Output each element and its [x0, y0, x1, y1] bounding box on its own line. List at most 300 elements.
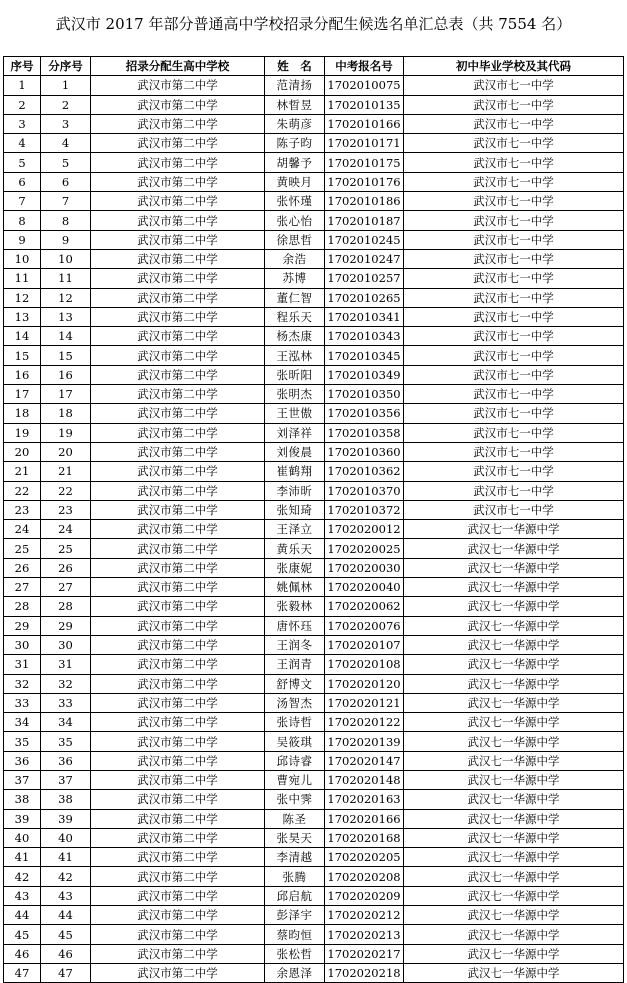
table-row: [4, 616, 624, 635]
cell-sub-index: 1: [41, 76, 91, 95]
cell-middle-school: 武汉市七一中学: [404, 211, 624, 230]
cell-exam-number: 1702010187: [325, 211, 404, 230]
cell-exam-number: 1702020166: [325, 809, 404, 828]
cell-index: 29: [4, 616, 41, 635]
table-row: [4, 307, 624, 326]
cell-index: 19: [4, 423, 41, 442]
cell-sub-index: 36: [41, 751, 91, 770]
cell-student-name: 舒博文: [265, 674, 325, 693]
cell-middle-school: 武汉七一华源中学: [404, 520, 624, 539]
cell-sub-index: 9: [41, 230, 91, 249]
cell-index: 44: [4, 906, 41, 925]
cell-exam-number: 1702010176: [325, 172, 404, 191]
document-title: 武汉市 2017 年部分普通高中学校招录分配生候选名单汇总表（共 7554 名）: [55, 15, 572, 33]
table-row: [4, 172, 624, 191]
cell-student-name: 李沛昕: [265, 481, 325, 500]
cell-exam-number: 1702020209: [325, 886, 404, 905]
cell-index: 24: [4, 520, 41, 539]
cell-admitting-school: 武汉市第二中学: [91, 307, 265, 326]
table-row: [4, 886, 624, 905]
cell-admitting-school: 武汉市第二中学: [91, 172, 265, 191]
cell-middle-school: 武汉市七一中学: [404, 404, 624, 423]
cell-index: 9: [4, 230, 41, 249]
table-row: [4, 365, 624, 384]
cell-student-name: 杨杰康: [265, 327, 325, 346]
table-row: [4, 462, 624, 481]
cell-sub-index: 47: [41, 963, 91, 982]
cell-sub-index: 14: [41, 327, 91, 346]
cell-admitting-school: 武汉市第二中学: [91, 134, 265, 153]
cell-sub-index: 28: [41, 597, 91, 616]
cell-index: 20: [4, 442, 41, 461]
cell-index: 43: [4, 886, 41, 905]
cell-exam-number: 1702010257: [325, 269, 404, 288]
cell-admitting-school: 武汉市第二中学: [91, 732, 265, 751]
table-header-row: [4, 57, 624, 76]
cell-student-name: 刘泽祥: [265, 423, 325, 442]
cell-middle-school: 武汉市七一中学: [404, 134, 624, 153]
cell-middle-school: 武汉市七一中学: [404, 249, 624, 268]
cell-student-name: 王润青: [265, 655, 325, 674]
cell-admitting-school: 武汉市第二中学: [91, 963, 265, 982]
cell-middle-school: 武汉七一华源中学: [404, 597, 624, 616]
table-row: [4, 442, 624, 461]
cell-exam-number: 1702020168: [325, 828, 404, 847]
cell-exam-number: 1702010135: [325, 95, 404, 114]
cell-admitting-school: 武汉市第二中学: [91, 230, 265, 249]
cell-sub-index: 35: [41, 732, 91, 751]
cell-student-name: 张毅林: [265, 597, 325, 616]
cell-admitting-school: 武汉市第二中学: [91, 153, 265, 172]
cell-student-name: 张中霁: [265, 790, 325, 809]
cell-admitting-school: 武汉市第二中学: [91, 249, 265, 268]
cell-middle-school: 武汉七一华源中学: [404, 693, 624, 712]
cell-admitting-school: 武汉市第二中学: [91, 539, 265, 558]
cell-index: 38: [4, 790, 41, 809]
header-middle-school: 初中毕业学校及其代码: [404, 57, 624, 76]
cell-index: 3: [4, 114, 41, 133]
cell-middle-school: 武汉市七一中学: [404, 230, 624, 249]
cell-sub-index: 19: [41, 423, 91, 442]
table-row: [4, 751, 624, 770]
cell-exam-number: 1702010075: [325, 76, 404, 95]
cell-index: 33: [4, 693, 41, 712]
cell-middle-school: 武汉七一华源中学: [404, 944, 624, 963]
cell-admitting-school: 武汉市第二中学: [91, 944, 265, 963]
cell-index: 4: [4, 134, 41, 153]
cell-index: 11: [4, 269, 41, 288]
cell-middle-school: 武汉七一华源中学: [404, 886, 624, 905]
cell-sub-index: 38: [41, 790, 91, 809]
cell-student-name: 张昕阳: [265, 365, 325, 384]
table-row: [4, 423, 624, 442]
header-admitting-school: 招录分配生高中学校: [91, 57, 265, 76]
cell-exam-number: 1702020208: [325, 867, 404, 886]
cell-student-name: 汤智杰: [265, 693, 325, 712]
cell-admitting-school: 武汉市第二中学: [91, 500, 265, 519]
cell-middle-school: 武汉七一华源中学: [404, 732, 624, 751]
cell-admitting-school: 武汉市第二中学: [91, 655, 265, 674]
cell-exam-number: 1702010171: [325, 134, 404, 153]
cell-exam-number: 1702020122: [325, 713, 404, 732]
table-row: [4, 635, 624, 654]
cell-sub-index: 21: [41, 462, 91, 481]
cell-index: 46: [4, 944, 41, 963]
cell-admitting-school: 武汉市第二中学: [91, 790, 265, 809]
cell-sub-index: 41: [41, 848, 91, 867]
header-sub-index: 分序号: [41, 57, 91, 76]
table-row: [4, 578, 624, 597]
cell-sub-index: 33: [41, 693, 91, 712]
cell-exam-number: 1702010360: [325, 442, 404, 461]
table-row: [4, 520, 624, 539]
cell-exam-number: 1702010345: [325, 346, 404, 365]
cell-admitting-school: 武汉市第二中学: [91, 693, 265, 712]
table-row: [4, 809, 624, 828]
cell-exam-number: 1702010370: [325, 481, 404, 500]
cell-admitting-school: 武汉市第二中学: [91, 288, 265, 307]
cell-admitting-school: 武汉市第二中学: [91, 423, 265, 442]
cell-middle-school: 武汉七一华源中学: [404, 655, 624, 674]
table-row: [4, 539, 624, 558]
table-row: [4, 655, 624, 674]
cell-admitting-school: 武汉市第二中学: [91, 211, 265, 230]
cell-middle-school: 武汉市七一中学: [404, 500, 624, 519]
cell-middle-school: 武汉七一华源中学: [404, 539, 624, 558]
cell-student-name: 王泓林: [265, 346, 325, 365]
cell-admitting-school: 武汉市第二中学: [91, 751, 265, 770]
cell-middle-school: 武汉七一华源中学: [404, 558, 624, 577]
cell-index: 6: [4, 172, 41, 191]
cell-student-name: 余恩泽: [265, 963, 325, 982]
cell-student-name: 黄乐天: [265, 539, 325, 558]
cell-admitting-school: 武汉市第二中学: [91, 269, 265, 288]
cell-exam-number: 1702020217: [325, 944, 404, 963]
table-row: [4, 288, 624, 307]
cell-sub-index: 43: [41, 886, 91, 905]
cell-student-name: 程乐天: [265, 307, 325, 326]
table-body: [4, 76, 624, 983]
cell-middle-school: 武汉市七一中学: [404, 327, 624, 346]
table-row: [4, 558, 624, 577]
cell-sub-index: 7: [41, 192, 91, 211]
cell-admitting-school: 武汉市第二中学: [91, 867, 265, 886]
cell-middle-school: 武汉市七一中学: [404, 76, 624, 95]
cell-index: 26: [4, 558, 41, 577]
cell-middle-school: 武汉七一华源中学: [404, 770, 624, 789]
cell-student-name: 朱萌彦: [265, 114, 325, 133]
cell-student-name: 黄映月: [265, 172, 325, 191]
table-row: [4, 346, 624, 365]
cell-admitting-school: 武汉市第二中学: [91, 597, 265, 616]
cell-exam-number: 1702010356: [325, 404, 404, 423]
cell-index: 7: [4, 192, 41, 211]
cell-index: 22: [4, 481, 41, 500]
cell-index: 16: [4, 365, 41, 384]
cell-student-name: 苏博: [265, 269, 325, 288]
cell-student-name: 刘俊晨: [265, 442, 325, 461]
cell-middle-school: 武汉市七一中学: [404, 172, 624, 191]
cell-exam-number: 1702010341: [325, 307, 404, 326]
cell-sub-index: 34: [41, 713, 91, 732]
cell-middle-school: 武汉七一华源中学: [404, 674, 624, 693]
table-row: [4, 114, 624, 133]
cell-middle-school: 武汉七一华源中学: [404, 809, 624, 828]
cell-index: 36: [4, 751, 41, 770]
cell-index: 47: [4, 963, 41, 982]
cell-index: 39: [4, 809, 41, 828]
cell-index: 14: [4, 327, 41, 346]
cell-exam-number: 1702020107: [325, 635, 404, 654]
cell-exam-number: 1702010358: [325, 423, 404, 442]
cell-exam-number: 1702010372: [325, 500, 404, 519]
table-row: [4, 963, 624, 982]
cell-admitting-school: 武汉市第二中学: [91, 848, 265, 867]
cell-sub-index: 5: [41, 153, 91, 172]
cell-exam-number: 1702010265: [325, 288, 404, 307]
cell-middle-school: 武汉市七一中学: [404, 346, 624, 365]
cell-sub-index: 12: [41, 288, 91, 307]
cell-sub-index: 13: [41, 307, 91, 326]
cell-sub-index: 17: [41, 385, 91, 404]
cell-admitting-school: 武汉市第二中学: [91, 578, 265, 597]
cell-middle-school: 武汉七一华源中学: [404, 578, 624, 597]
cell-sub-index: 44: [41, 906, 91, 925]
cell-sub-index: 4: [41, 134, 91, 153]
cell-index: 28: [4, 597, 41, 616]
cell-index: 10: [4, 249, 41, 268]
table-row: [4, 693, 624, 712]
cell-student-name: 陈子昀: [265, 134, 325, 153]
cell-exam-number: 1702020062: [325, 597, 404, 616]
cell-index: 34: [4, 713, 41, 732]
cell-index: 41: [4, 848, 41, 867]
cell-middle-school: 武汉七一华源中学: [404, 963, 624, 982]
cell-student-name: 王世傲: [265, 404, 325, 423]
cell-sub-index: 27: [41, 578, 91, 597]
cell-exam-number: 1702020213: [325, 925, 404, 944]
cell-student-name: 崔鹤翔: [265, 462, 325, 481]
cell-admitting-school: 武汉市第二中学: [91, 346, 265, 365]
cell-sub-index: 11: [41, 269, 91, 288]
cell-student-name: 王润冬: [265, 635, 325, 654]
cell-middle-school: 武汉七一华源中学: [404, 635, 624, 654]
cell-admitting-school: 武汉市第二中学: [91, 76, 265, 95]
cell-student-name: 姚佩林: [265, 578, 325, 597]
cell-admitting-school: 武汉市第二中学: [91, 713, 265, 732]
cell-student-name: 徐思哲: [265, 230, 325, 249]
header-index: 序号: [4, 57, 41, 76]
cell-student-name: 曹宛儿: [265, 770, 325, 789]
cell-student-name: 范清扬: [265, 76, 325, 95]
cell-index: 27: [4, 578, 41, 597]
cell-index: 23: [4, 500, 41, 519]
cell-admitting-school: 武汉市第二中学: [91, 770, 265, 789]
cell-exam-number: 1702020147: [325, 751, 404, 770]
cell-middle-school: 武汉七一华源中学: [404, 867, 624, 886]
cell-student-name: 余浩: [265, 249, 325, 268]
cell-middle-school: 武汉七一华源中学: [404, 751, 624, 770]
table-row: [4, 249, 624, 268]
table-row: [4, 385, 624, 404]
cell-index: 1: [4, 76, 41, 95]
cell-student-name: 邱诗睿: [265, 751, 325, 770]
cell-sub-index: 6: [41, 172, 91, 191]
cell-middle-school: 武汉市七一中学: [404, 114, 624, 133]
cell-index: 12: [4, 288, 41, 307]
cell-middle-school: 武汉市七一中学: [404, 288, 624, 307]
table-row: [4, 925, 624, 944]
cell-sub-index: 15: [41, 346, 91, 365]
cell-sub-index: 45: [41, 925, 91, 944]
cell-index: 2: [4, 95, 41, 114]
cell-index: 18: [4, 404, 41, 423]
table-row: [4, 848, 624, 867]
cell-student-name: 胡馨予: [265, 153, 325, 172]
table-row: [4, 230, 624, 249]
table-row: [4, 327, 624, 346]
table-row: [4, 153, 624, 172]
cell-student-name: 李清越: [265, 848, 325, 867]
cell-middle-school: 武汉七一华源中学: [404, 790, 624, 809]
cell-admitting-school: 武汉市第二中学: [91, 635, 265, 654]
cell-sub-index: 2: [41, 95, 91, 114]
cell-index: 35: [4, 732, 41, 751]
cell-sub-index: 26: [41, 558, 91, 577]
table-row: [4, 944, 624, 963]
header-exam-number: 中考报名号: [325, 57, 404, 76]
cell-admitting-school: 武汉市第二中学: [91, 809, 265, 828]
cell-exam-number: 1702020120: [325, 674, 404, 693]
cell-index: 15: [4, 346, 41, 365]
table-row: [4, 867, 624, 886]
cell-sub-index: 29: [41, 616, 91, 635]
cell-exam-number: 1702020030: [325, 558, 404, 577]
cell-admitting-school: 武汉市第二中学: [91, 95, 265, 114]
cell-sub-index: 20: [41, 442, 91, 461]
cell-exam-number: 1702020040: [325, 578, 404, 597]
cell-sub-index: 25: [41, 539, 91, 558]
cell-sub-index: 22: [41, 481, 91, 500]
cell-middle-school: 武汉七一华源中学: [404, 925, 624, 944]
cell-middle-school: 武汉七一华源中学: [404, 828, 624, 847]
table-row: [4, 134, 624, 153]
cell-middle-school: 武汉市七一中学: [404, 442, 624, 461]
cell-sub-index: 18: [41, 404, 91, 423]
cell-admitting-school: 武汉市第二中学: [91, 365, 265, 384]
cell-sub-index: 10: [41, 249, 91, 268]
cell-student-name: 张松哲: [265, 944, 325, 963]
cell-middle-school: 武汉市七一中学: [404, 95, 624, 114]
cell-exam-number: 1702020163: [325, 790, 404, 809]
cell-admitting-school: 武汉市第二中学: [91, 404, 265, 423]
table-row: [4, 674, 624, 693]
cell-sub-index: 16: [41, 365, 91, 384]
cell-index: 31: [4, 655, 41, 674]
table-row: [4, 76, 624, 95]
cell-middle-school: 武汉市七一中学: [404, 462, 624, 481]
cell-index: 21: [4, 462, 41, 481]
cell-exam-number: 1702020218: [325, 963, 404, 982]
cell-exam-number: 1702020212: [325, 906, 404, 925]
cell-middle-school: 武汉市七一中学: [404, 192, 624, 211]
cell-sub-index: 24: [41, 520, 91, 539]
table-row: [4, 404, 624, 423]
cell-admitting-school: 武汉市第二中学: [91, 886, 265, 905]
cell-exam-number: 1702010343: [325, 327, 404, 346]
cell-exam-number: 1702020025: [325, 539, 404, 558]
table-row: [4, 269, 624, 288]
cell-admitting-school: 武汉市第二中学: [91, 828, 265, 847]
cell-admitting-school: 武汉市第二中学: [91, 442, 265, 461]
cell-middle-school: 武汉市七一中学: [404, 269, 624, 288]
table-row: [4, 713, 624, 732]
cell-student-name: 彭泽宇: [265, 906, 325, 925]
cell-sub-index: 37: [41, 770, 91, 789]
cell-index: 17: [4, 385, 41, 404]
cell-middle-school: 武汉市七一中学: [404, 307, 624, 326]
cell-exam-number: 1702010186: [325, 192, 404, 211]
cell-exam-number: 1702010247: [325, 249, 404, 268]
cell-exam-number: 1702020108: [325, 655, 404, 674]
cell-sub-index: 40: [41, 828, 91, 847]
cell-student-name: 张明杰: [265, 385, 325, 404]
cell-index: 42: [4, 867, 41, 886]
cell-index: 40: [4, 828, 41, 847]
cell-exam-number: 1702020148: [325, 770, 404, 789]
cell-index: 37: [4, 770, 41, 789]
table-row: [4, 500, 624, 519]
cell-student-name: 董仁智: [265, 288, 325, 307]
cell-middle-school: 武汉七一华源中学: [404, 848, 624, 867]
table-row: [4, 770, 624, 789]
cell-middle-school: 武汉市七一中学: [404, 481, 624, 500]
cell-middle-school: 武汉市七一中学: [404, 423, 624, 442]
cell-admitting-school: 武汉市第二中学: [91, 192, 265, 211]
cell-student-name: 张诗哲: [265, 713, 325, 732]
cell-admitting-school: 武汉市第二中学: [91, 327, 265, 346]
cell-middle-school: 武汉七一华源中学: [404, 906, 624, 925]
cell-middle-school: 武汉七一华源中学: [404, 616, 624, 635]
cell-index: 32: [4, 674, 41, 693]
cell-middle-school: 武汉市七一中学: [404, 385, 624, 404]
cell-exam-number: 1702010362: [325, 462, 404, 481]
cell-student-name: 张知琦: [265, 500, 325, 519]
table-row: [4, 192, 624, 211]
cell-index: 5: [4, 153, 41, 172]
cell-student-name: 张腾: [265, 867, 325, 886]
cell-student-name: 张昊天: [265, 828, 325, 847]
cell-admitting-school: 武汉市第二中学: [91, 558, 265, 577]
cell-admitting-school: 武汉市第二中学: [91, 925, 265, 944]
table-row: [4, 95, 624, 114]
cell-exam-number: 1702010166: [325, 114, 404, 133]
cell-index: 45: [4, 925, 41, 944]
table-row: [4, 828, 624, 847]
cell-student-name: 林晢昱: [265, 95, 325, 114]
cell-sub-index: 39: [41, 809, 91, 828]
cell-sub-index: 46: [41, 944, 91, 963]
cell-exam-number: 1702020012: [325, 520, 404, 539]
cell-sub-index: 3: [41, 114, 91, 133]
cell-exam-number: 1702010349: [325, 365, 404, 384]
cell-middle-school: 武汉市七一中学: [404, 153, 624, 172]
header-student-name: 姓 名: [265, 57, 325, 76]
cell-student-name: 吴筱琪: [265, 732, 325, 751]
cell-exam-number: 1702020121: [325, 693, 404, 712]
cell-index: 13: [4, 307, 41, 326]
cell-sub-index: 31: [41, 655, 91, 674]
